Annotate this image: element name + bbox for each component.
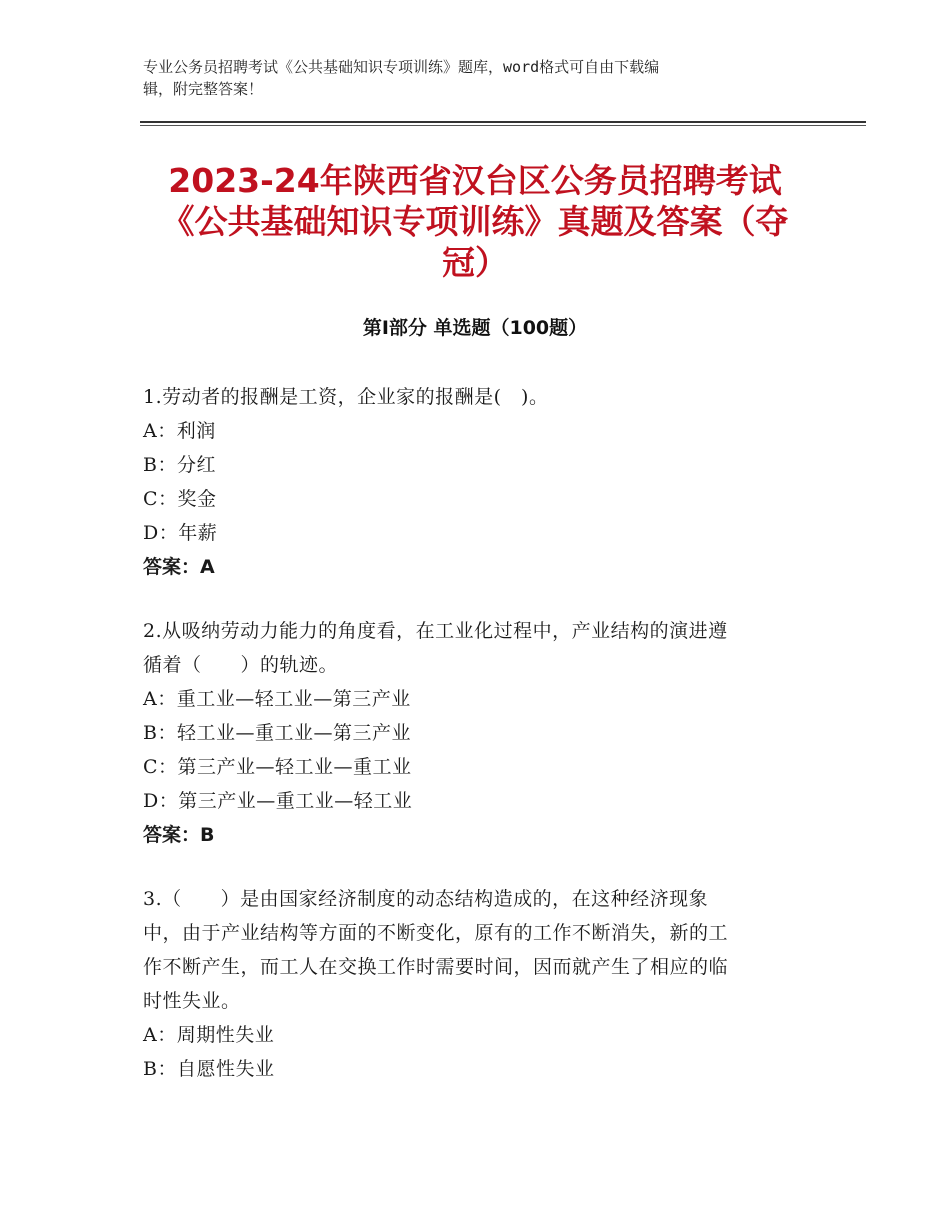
page-title — [140, 160, 810, 283]
question-2 — [143, 614, 803, 852]
option-d: D：年薪 — [143, 522, 218, 544]
question-stem: 循着（ ）的轨迹。 — [143, 654, 339, 676]
answer-label: 答案：A — [143, 556, 215, 578]
question-stem: 时性失业。 — [143, 990, 241, 1012]
title-line: 《公共基础知识专项训练》真题及答案（夺 — [161, 202, 789, 241]
question-stem: 2.从吸纳劳动力能力的角度看，在工业化过程中，产业结构的演进遵 — [143, 620, 728, 642]
section-title: 第Ⅰ部分 单选题（100题） — [362, 317, 588, 339]
question-stem: 3.（ ）是由国家经济制度的动态结构造成的，在这种经济现象 — [143, 888, 709, 910]
question-stem: 作不断产生，而工人在交换工作时需要时间，因而就产生了相应的临 — [143, 956, 729, 978]
option-a: A：周期性失业 — [143, 1024, 275, 1046]
option-b: B：轻工业—重工业—第三产业 — [143, 722, 411, 744]
option-b: B：自愿性失业 — [143, 1058, 275, 1080]
option-a: A：利润 — [143, 420, 216, 442]
header-note-line: 辑，附完整答案！ — [143, 80, 264, 98]
question-1 — [143, 380, 803, 584]
title-line: 2023-24年陕西省汉台区公务员招聘考试 — [168, 161, 782, 200]
header-note-line: 专业公务员招聘考试《公共基础知识专项训练》题库，word格式可自由下载编 — [143, 58, 660, 76]
option-a: A：重工业—轻工业—第三产业 — [143, 688, 411, 710]
header-divider — [140, 121, 866, 123]
question-3 — [143, 882, 803, 1086]
title-line: 冠） — [442, 243, 508, 282]
option-c: C：第三产业—轻工业—重工业 — [143, 756, 412, 778]
question-list — [143, 380, 803, 1116]
question-stem: 中，由于产业结构等方面的不断变化，原有的工作不断消失，新的工 — [143, 922, 729, 944]
question-stem: 1.劳动者的报酬是工资，企业家的报酬是( )。 — [143, 386, 549, 408]
option-c: C：奖金 — [143, 488, 217, 510]
header-divider-thin — [140, 125, 866, 126]
option-b: B：分红 — [143, 454, 216, 476]
option-d: D：第三产业—重工业—轻工业 — [143, 790, 413, 812]
answer-label: 答案：B — [143, 824, 215, 846]
header-note — [143, 56, 803, 100]
